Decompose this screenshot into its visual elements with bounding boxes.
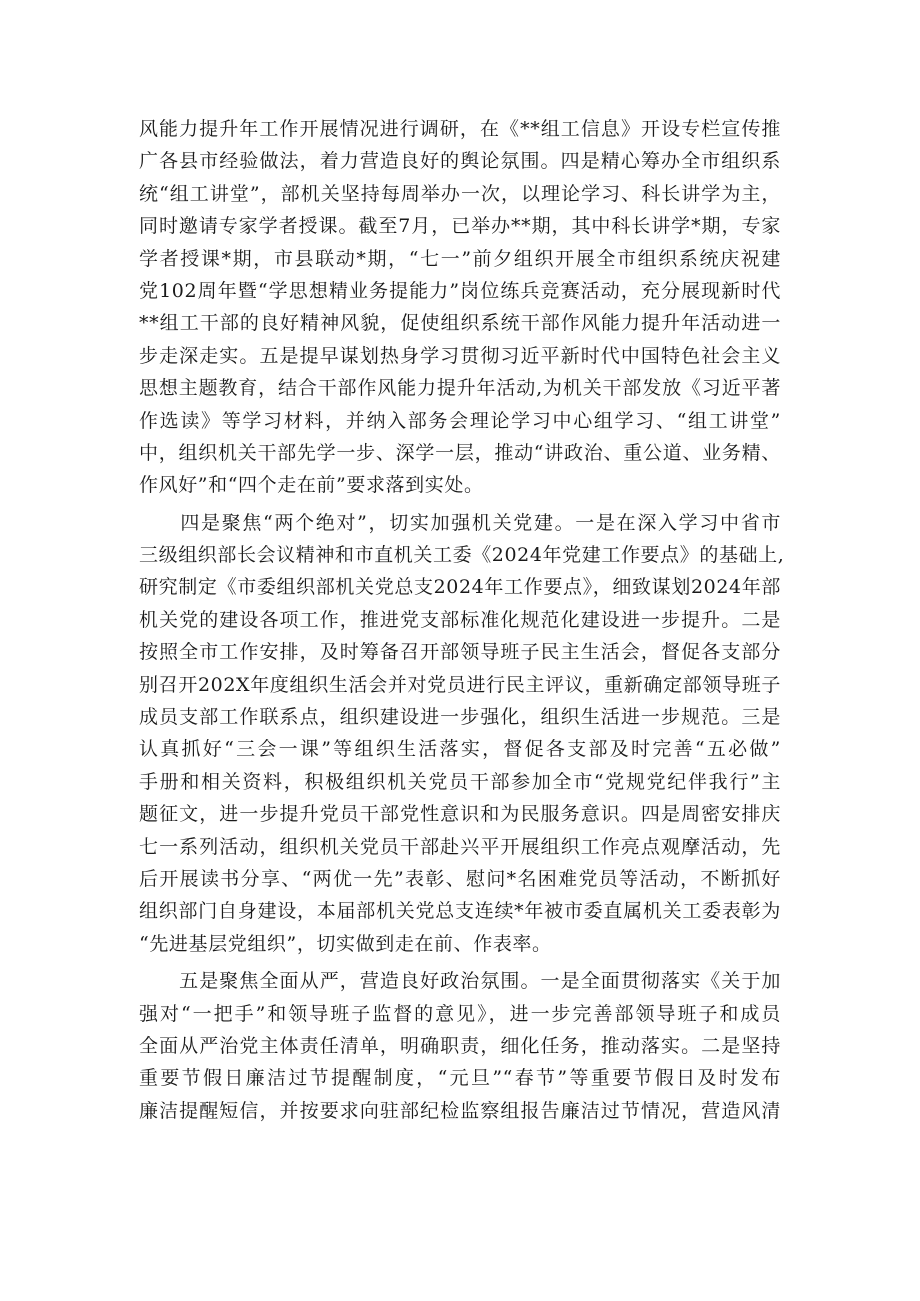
- text-line: 全面从严治党主体责任清单，明确职责，细化任务，推动落实。二是坚持: [139, 1034, 781, 1057]
- text-line: 风能力提升年工作开展情况进行调研，在《**组工信息》开设专栏宣传推: [139, 118, 781, 140]
- text-line: 统“组工讲堂”，部机关坚持每周举办一次，以理论学习、科长讲学为主，: [139, 182, 781, 205]
- text-line: 题征文，进一步提升党员干部党性意识和为民服务意识。四是周密安排庆: [139, 803, 781, 826]
- text-line: 步走深走实。五是提早谋划热身学习贯彻习近平新时代中国特色社会主义: [139, 344, 781, 367]
- text-line: 学者授课*期，市县联动*期，“七一”前夕组织开展全市组织系统庆祝建: [139, 247, 781, 270]
- text-line: “先进基层党组织”，切实做到走在前、作表率。: [139, 932, 552, 955]
- text-line: 按照全市工作安排，及时筹备召开部领导班子民主生活会，督促各支部分: [139, 641, 781, 664]
- text-line: 三级组织部长会议精神和市直机关工委《2024年党建工作要点》的基础上,: [139, 544, 785, 567]
- text-line: 强对“一把手”和领导班子监督的意见》，进一步完善部领导班子和成员: [139, 1002, 781, 1025]
- text-line: **组工干部的良好精神风貌，促使组织系统干部作风能力提升年活动进一: [139, 312, 781, 335]
- text-line: 组织部门自身建设，本届部机关党总支连续*年被市委直属机关工委表彰为: [139, 900, 781, 923]
- text-line: 后开展读书分享、“两优一先”表彰、慰问*名困难党员等活动，不断抓好: [139, 867, 781, 890]
- paragraph-2: [139, 507, 785, 960]
- text-line: 五是聚焦全面从严，营造良好政治氛围。一是全面贯彻落实《关于加: [139, 970, 781, 993]
- text-line: 廉洁提醒短信，并按要求向驻部纪检监察组报告廉洁过节情况，营造风清: [139, 1099, 781, 1122]
- text-line: 思想主题教育，结合干部作风能力提升年活动,为机关干部发放《习近平著: [139, 377, 781, 400]
- text-line: 重要节假日廉洁过节提醒制度，“元旦”“春节”等重要节假日及时发布: [139, 1067, 781, 1090]
- paragraph-3: [139, 965, 781, 1127]
- text-line: 认真抓好“三会一课”等组织生活落实，督促各支部及时完善“五必做”: [139, 738, 781, 761]
- text-line: 党102周年暨“学思想精业务提能力”岗位练兵竞赛活动，充分展现新时代: [139, 279, 781, 302]
- text-line: 作风好”和“四个走在前”要求落到实处。: [139, 474, 484, 497]
- text-line: 四是聚焦“两个绝对”，切实加强机关党建。一是在深入学习中省市: [139, 511, 781, 534]
- text-line: 广各县市经验做法，着力营造良好的舆论氛围。四是精心筹办全市组织系: [139, 150, 781, 173]
- text-line: 研究制定《市委组织部机关党总支2024年工作要点》，细致谋划2024年部: [139, 576, 781, 599]
- text-line: 七一系列活动，组织机关党员干部赴兴平开展组织工作亮点观摩活动，先: [139, 835, 781, 858]
- paragraph-1: [139, 113, 781, 502]
- document-body: [139, 113, 785, 1127]
- text-line: 别召开202X年度组织生活会并对党员进行民主评议，重新确定部领导班子: [139, 673, 781, 696]
- text-line: 作选读》等学习材料，并纳入部务会理论学习中心组学习、“组工讲堂”: [139, 409, 781, 432]
- text-line: 中，组织机关干部先学一步、深学一层，推动“讲政治、重公道、业务精、: [139, 441, 781, 464]
- text-line: 手册和相关资料，积极组织机关党员干部参加全市“党规党纪伴我行”主: [139, 770, 781, 793]
- text-line: 同时邀请专家学者授课。截至7月，已举办**期，其中科长讲学*期，专家: [139, 215, 781, 238]
- text-line: 成员支部工作联系点，组织建设进一步强化，组织生活进一步规范。三是: [139, 706, 781, 729]
- text-line: 机关党的建设各项工作，推进党支部标准化规范化建设进一步提升。二是: [139, 608, 781, 631]
